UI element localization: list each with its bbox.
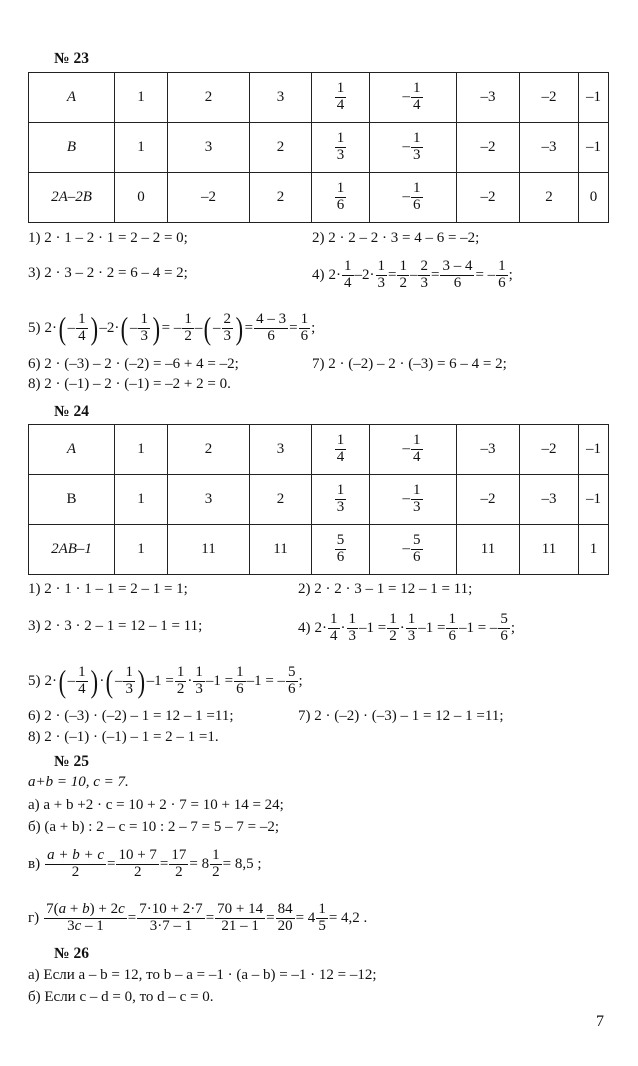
table-row-a: [29, 73, 609, 123]
problem-23-table: [28, 72, 609, 223]
p23-line-5-prefix: 5): [28, 319, 41, 336]
p24-line-4-prefix: 4): [298, 619, 311, 636]
p25-v-prefix: в): [28, 855, 41, 872]
table-cell: – $\frac{1}{6}$: [370, 173, 457, 223]
table-cell: 11: [520, 525, 579, 575]
table-cell: 11: [250, 525, 312, 575]
table-row-a: [29, 425, 609, 475]
table-cell: $\frac{1}{4}$: [312, 425, 370, 475]
table-cell: 2: [168, 73, 250, 123]
table-cell: –3: [457, 73, 520, 123]
p23-line-7: 7) 2 · (–2) – 2 · (–3) = 6 – 4 = 2;: [312, 356, 507, 372]
table-cell: – $\frac{1}{4}$: [370, 425, 457, 475]
p25-g-line: г) $\frac{7(a + b) + 2c}{3c - 1}$ = $\frac{7\cdot 10 + 2\cdot 7}{3\cdot 7 - 1}$ = $\frac{70 + 14}{21 - 1}$ = $\frac{84}{20}$ = 4 $\frac{1}{5}$ = 4,2 .: [28, 900, 368, 934]
page-number: 7: [596, 1013, 604, 1030]
table-cell: $\frac{5}{6}$: [312, 525, 370, 575]
table-cell: 1: [115, 425, 168, 475]
p25-b-line: б) (a + b) : 2 – c = 10 : 2 – 7 = 5 – 7 = –2;: [28, 819, 280, 835]
row-label: В: [29, 475, 115, 525]
row-label: A: [29, 425, 115, 475]
table-cell: 2: [250, 173, 312, 223]
table-cell: 3: [250, 73, 312, 123]
table-cell: 3: [168, 123, 250, 173]
row-label: B: [29, 123, 115, 173]
table-cell: 1: [115, 525, 168, 575]
table-cell: –2: [520, 73, 579, 123]
table-row-b: [29, 475, 609, 525]
p24-line-8: 8) 2 · (–1) · (–1) – 1 = 2 – 1 =1.: [28, 729, 219, 745]
p25-g-prefix: г): [28, 909, 40, 926]
p26-a-line: а) Если a – b = 12, то b – a = –1 · (a – b) = –1 · 12 = –12;: [28, 967, 377, 983]
table-cell: –2: [457, 173, 520, 223]
table-cell: –3: [520, 475, 579, 525]
p24-line-6: 6) 2 · (–3) · (–2) – 1 = 12 – 1 =11;: [28, 708, 234, 724]
problem-26-title: № 26: [54, 945, 89, 962]
table-cell: 3: [168, 475, 250, 525]
table-row-b: [29, 123, 609, 173]
table-cell: 0: [115, 173, 168, 223]
p23-line-8: 8) 2 · (–1) – 2 · (–1) = –2 + 2 = 0.: [28, 376, 231, 392]
table-cell: $\frac{1}{3}$: [312, 475, 370, 525]
p23-line-4: 4) 2· $\frac{1}{4}$ –2· $\frac{1}{3}$ = $\frac{1}{2}$ – $\frac{2}{3}$ = $\frac{3 - 4}{6}$ = – $\frac{1}{6}$ ;: [312, 257, 513, 291]
table-cell: –1: [579, 425, 609, 475]
row-label: A: [29, 73, 115, 123]
p24-line-1: 1) 2 · 1 · 1 – 1 = 2 – 1 = 1;: [28, 581, 188, 597]
table-row-c: [29, 525, 609, 575]
table-cell: 11: [457, 525, 520, 575]
table-cell: –1: [579, 475, 609, 525]
row-label: 2A–2B: [29, 173, 115, 223]
table-cell: 1: [115, 123, 168, 173]
table-cell: 1: [579, 525, 609, 575]
problem-25-title: № 25: [54, 753, 89, 770]
table-cell: –3: [520, 123, 579, 173]
p24-line-5: 5) 2· ( – $\frac{1}{4}$ ) · ( – $\frac{1}{3}$ ) –1 = $\frac{1}{2}$ · $\frac{1}{3}$ –1 = $\frac{1}{6}$ –1 = – $\frac{5}{6}$ ;: [28, 663, 303, 699]
table-cell: $\frac{1}{6}$: [312, 173, 370, 223]
p24-line-3: 3) 2 · 3 · 2 – 1 = 12 – 1 = 11;: [28, 618, 203, 634]
table-cell: 2: [168, 425, 250, 475]
table-cell: – $\frac{5}{6}$: [370, 525, 457, 575]
p23-line-3: 3) 2 · 3 – 2 · 2 = 6 – 4 = 2;: [28, 265, 188, 281]
table-cell: –1: [579, 123, 609, 173]
p23-line-5: 5) 2· ( – $\frac{1}{4}$ ) –2· ( – $\frac{1}{3}$ ) = – $\frac{1}{2}$ – ( – $\frac{2}{3}$ ) = $\frac{4 - 3}{6}$ = $\frac{1}{6}$ ;: [28, 310, 316, 346]
problem-24-title: № 24: [54, 403, 89, 420]
table-cell: 2: [250, 123, 312, 173]
table-cell: 0: [579, 173, 609, 223]
table-cell: $\frac{1}{3}$: [312, 123, 370, 173]
table-cell: $\frac{1}{4}$: [312, 73, 370, 123]
table-cell: – $\frac{1}{4}$: [370, 73, 457, 123]
p23-line-4-prefix: 4): [312, 266, 325, 283]
table-cell: 3: [250, 425, 312, 475]
table-row-c: [29, 173, 609, 223]
table-cell: 2: [250, 475, 312, 525]
table-cell: –3: [457, 425, 520, 475]
p24-line-7: 7) 2 · (–2) · (–3) – 1 = 12 – 1 =11;: [298, 708, 504, 724]
table-cell: 1: [115, 73, 168, 123]
p23-line-1: 1) 2 · 1 – 2 · 1 = 2 – 2 = 0;: [28, 230, 188, 246]
problem-24-table: [28, 424, 609, 575]
p25-a-line: а) a + b +2 · c = 10 + 2 · 7 = 10 + 14 = 24;: [28, 797, 284, 813]
table-cell: –1: [579, 73, 609, 123]
table-cell: 11: [168, 525, 250, 575]
table-cell: – $\frac{1}{3}$: [370, 475, 457, 525]
problem-23-title: № 23: [54, 50, 89, 67]
p23-line-2: 2) 2 · 2 – 2 · 3 = 4 – 6 = –2;: [312, 230, 480, 246]
p24-line-2: 2) 2 · 2 · 3 – 1 = 12 – 1 = 11;: [298, 581, 473, 597]
p25-v-line: в) $\frac{a + b + c}{2}$ = $\frac{10 + 7}{2}$ = $\frac{17}{2}$ = 8 $\frac{1}{2}$ = 8,5 ;: [28, 846, 262, 880]
row-label: 2AB–1: [29, 525, 115, 575]
p23-line-6: 6) 2 · (–3) – 2 · (–2) = –6 + 4 = –2;: [28, 356, 239, 372]
table-cell: –2: [457, 475, 520, 525]
p25-given: a+b = 10, c = 7.: [28, 774, 129, 790]
table-cell: –2: [168, 173, 250, 223]
p26-b-line: б) Если c – d = 0, то d – c = 0.: [28, 989, 214, 1005]
table-cell: 2: [520, 173, 579, 223]
table-cell: 1: [115, 475, 168, 525]
table-cell: –2: [520, 425, 579, 475]
p24-line-4: 4) 2· $\frac{1}{4}$ · $\frac{1}{3}$ –1 = $\frac{1}{2}$ · $\frac{1}{3}$ –1 = $\frac{1}{6}$ –1 = – $\frac{5}{6}$ ;: [298, 610, 516, 644]
p24-line-5-prefix: 5): [28, 672, 41, 689]
table-cell: –2: [457, 123, 520, 173]
table-cell: – $\frac{1}{3}$: [370, 123, 457, 173]
